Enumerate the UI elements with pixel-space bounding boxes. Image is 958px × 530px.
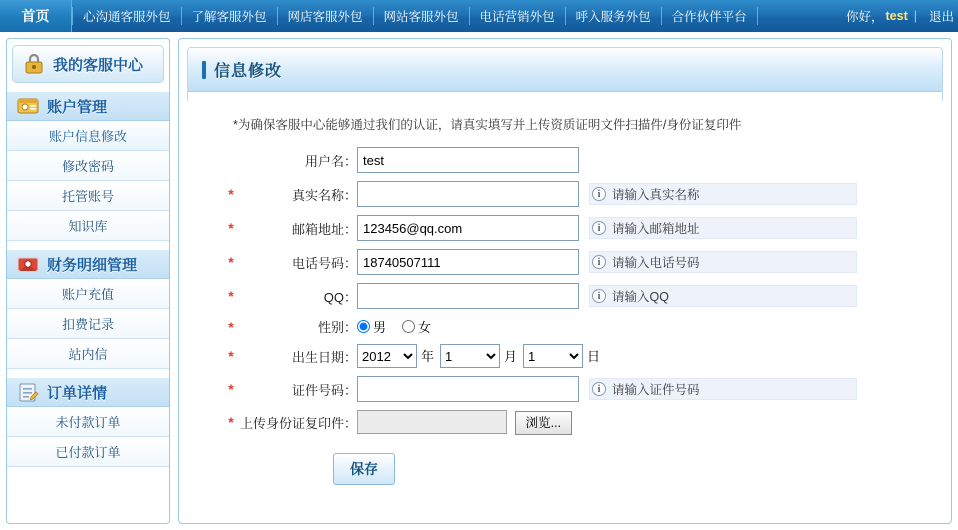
page-title: 信息修改	[214, 63, 283, 80]
phone-input[interactable]	[357, 249, 579, 275]
sidebar-item-account-info[interactable]: 账户信息修改	[7, 121, 169, 151]
label-gender: 性别：	[317, 320, 357, 335]
lock-icon	[21, 51, 47, 77]
label-upload: 上传身份证复印件：	[239, 415, 357, 431]
sidebar-item-managed-account[interactable]: 托管账号	[7, 181, 169, 211]
sidebar-header-label: 我的客服中心	[53, 56, 144, 74]
sidebar-group-label-account: 账户管理	[47, 98, 108, 116]
form-row-realname	[223, 177, 857, 211]
gender-label-male: 男	[373, 320, 387, 335]
required-star-idnumber: *	[228, 381, 234, 397]
birth-month-unit: 月	[504, 348, 518, 364]
info-icon: i	[592, 255, 606, 269]
nav-item-1[interactable]: 了解客服外包	[191, 10, 267, 24]
sidebar-item-inbox[interactable]: 站内信	[7, 339, 169, 369]
top-navigation-bar	[0, 0, 958, 32]
nav-divider	[72, 7, 73, 25]
greeting-text: 你好，	[845, 10, 884, 24]
label-realname: 真实名称：	[291, 187, 357, 203]
nav-divider	[565, 7, 566, 25]
required-star-email: *	[228, 220, 234, 236]
form-row-gender	[223, 313, 857, 340]
sidebar-group-label-finance: 财务明细管理	[47, 256, 138, 274]
form-row-birthdate	[223, 340, 857, 372]
user-divider: |	[913, 9, 917, 23]
nav-item-5[interactable]: 呼入服务外包	[575, 10, 651, 24]
label-qq: QQ：	[323, 289, 357, 305]
sidebar-item-billing-records[interactable]: 扣费记录	[7, 309, 169, 339]
required-star-gender: *	[228, 318, 234, 335]
sidebar-group-account	[7, 91, 169, 241]
tip-qq-text: 请输入QQ	[612, 290, 669, 304]
gender-option-male[interactable]	[357, 317, 386, 336]
tip-idnumber	[589, 378, 857, 400]
required-star-upload: *	[228, 414, 234, 431]
form-row-upload	[223, 406, 857, 439]
sidebar-group-title-account[interactable]	[7, 91, 169, 121]
info-icon: i	[592, 221, 606, 235]
realname-input[interactable]	[357, 181, 579, 207]
sidebar-group-title-orders[interactable]	[7, 377, 169, 407]
form-row-idnumber	[223, 372, 857, 406]
page-body	[0, 32, 958, 530]
tip-realname	[589, 183, 857, 205]
birth-day-select[interactable]	[523, 344, 583, 368]
label-email: 邮箱地址：	[291, 221, 357, 237]
username-input[interactable]	[357, 147, 579, 173]
tip-email-text: 请输入邮箱地址	[612, 222, 700, 236]
birth-day-unit: 日	[587, 348, 601, 364]
profile-form	[187, 101, 943, 517]
sidebar-group-orders	[7, 377, 169, 467]
form-row-email	[223, 211, 857, 245]
browse-button[interactable]: 浏览...	[515, 411, 572, 435]
nav-divider	[373, 7, 374, 25]
order-icon	[15, 379, 41, 405]
tip-qq	[589, 285, 857, 307]
nav-item-2[interactable]: 网店客服外包	[287, 10, 363, 24]
birth-year-select[interactable]	[357, 344, 417, 368]
info-icon: i	[592, 382, 606, 396]
nav-item-0[interactable]: 心沟通客服外包	[83, 10, 171, 24]
tip-phone	[589, 251, 857, 273]
form-row-qq	[223, 279, 857, 313]
contact-card-icon	[15, 93, 41, 119]
user-area	[846, 7, 958, 25]
info-icon: i	[592, 289, 606, 303]
form-note: *为确保客服中心能够通过我们的认证，请真实填写并上传资质证明文件扫描件/身份证复印件	[233, 118, 742, 132]
gender-radio-male[interactable]	[357, 320, 370, 333]
email-input[interactable]	[357, 215, 579, 241]
sidebar-item-paid-orders[interactable]: 已付款订单	[7, 437, 169, 467]
qq-input[interactable]	[357, 283, 579, 309]
label-birthdate: 出生日期：	[291, 349, 357, 365]
nav-item-3[interactable]: 网站客服外包	[383, 10, 459, 24]
gender-label-female: 女	[418, 320, 432, 335]
gender-radio-group	[357, 317, 857, 336]
required-star-qq: *	[228, 288, 234, 304]
tip-phone-text: 请输入电话号码	[612, 256, 700, 270]
required-star-username	[223, 143, 239, 177]
logout-link[interactable]: 退出	[928, 10, 954, 24]
nav-item-6[interactable]: 合作伙伴平台	[671, 10, 747, 24]
idnumber-input[interactable]	[357, 376, 579, 402]
content-area	[178, 38, 952, 524]
nav-home-button[interactable]: 首页	[0, 0, 72, 32]
tip-realname-text: 请输入真实名称	[612, 188, 700, 202]
save-button[interactable]: 保存	[333, 453, 395, 485]
sidebar-item-change-password[interactable]: 修改密码	[7, 151, 169, 181]
save-row	[187, 439, 943, 485]
sidebar-item-unpaid-orders[interactable]: 未付款订单	[7, 407, 169, 437]
tip-email	[589, 217, 857, 239]
gender-option-female[interactable]	[402, 317, 431, 336]
label-username: 用户名：	[304, 153, 357, 169]
sidebar-header[interactable]	[12, 45, 164, 83]
username-label: test	[885, 9, 908, 23]
finance-icon	[15, 251, 41, 277]
required-star-realname: *	[228, 186, 234, 202]
birth-month-select[interactable]	[440, 344, 500, 368]
sidebar-group-finance	[7, 249, 169, 369]
panel-accent-bar	[202, 61, 206, 79]
nav-divider	[469, 7, 470, 25]
form-row-phone	[223, 245, 857, 279]
sidebar-group-title-finance[interactable]	[7, 249, 169, 279]
tip-idnumber-text: 请输入证件号码	[612, 383, 700, 397]
nav-divider	[181, 7, 182, 25]
sidebar-item-knowledge-base[interactable]: 知识库	[7, 211, 169, 241]
label-idnumber: 证件号码：	[291, 382, 357, 398]
sidebar	[6, 38, 170, 524]
panel-header	[188, 48, 942, 92]
sidebar-group-label-orders: 订单详情	[47, 384, 108, 402]
nav-divider	[661, 7, 662, 25]
required-star-birthdate: *	[228, 348, 234, 364]
required-star-phone: *	[228, 254, 234, 270]
nav-divider	[757, 7, 758, 25]
gender-radio-female[interactable]	[402, 320, 415, 333]
form-row-username	[223, 143, 857, 177]
upload-path-field[interactable]	[357, 410, 507, 434]
form-table	[223, 143, 857, 439]
birth-year-unit: 年	[421, 348, 435, 364]
sidebar-item-recharge[interactable]: 账户充值	[7, 279, 169, 309]
nav-divider	[277, 7, 278, 25]
info-icon: i	[592, 187, 606, 201]
nav-item-4[interactable]: 电话营销外包	[479, 10, 555, 24]
label-phone: 电话号码：	[291, 255, 357, 271]
